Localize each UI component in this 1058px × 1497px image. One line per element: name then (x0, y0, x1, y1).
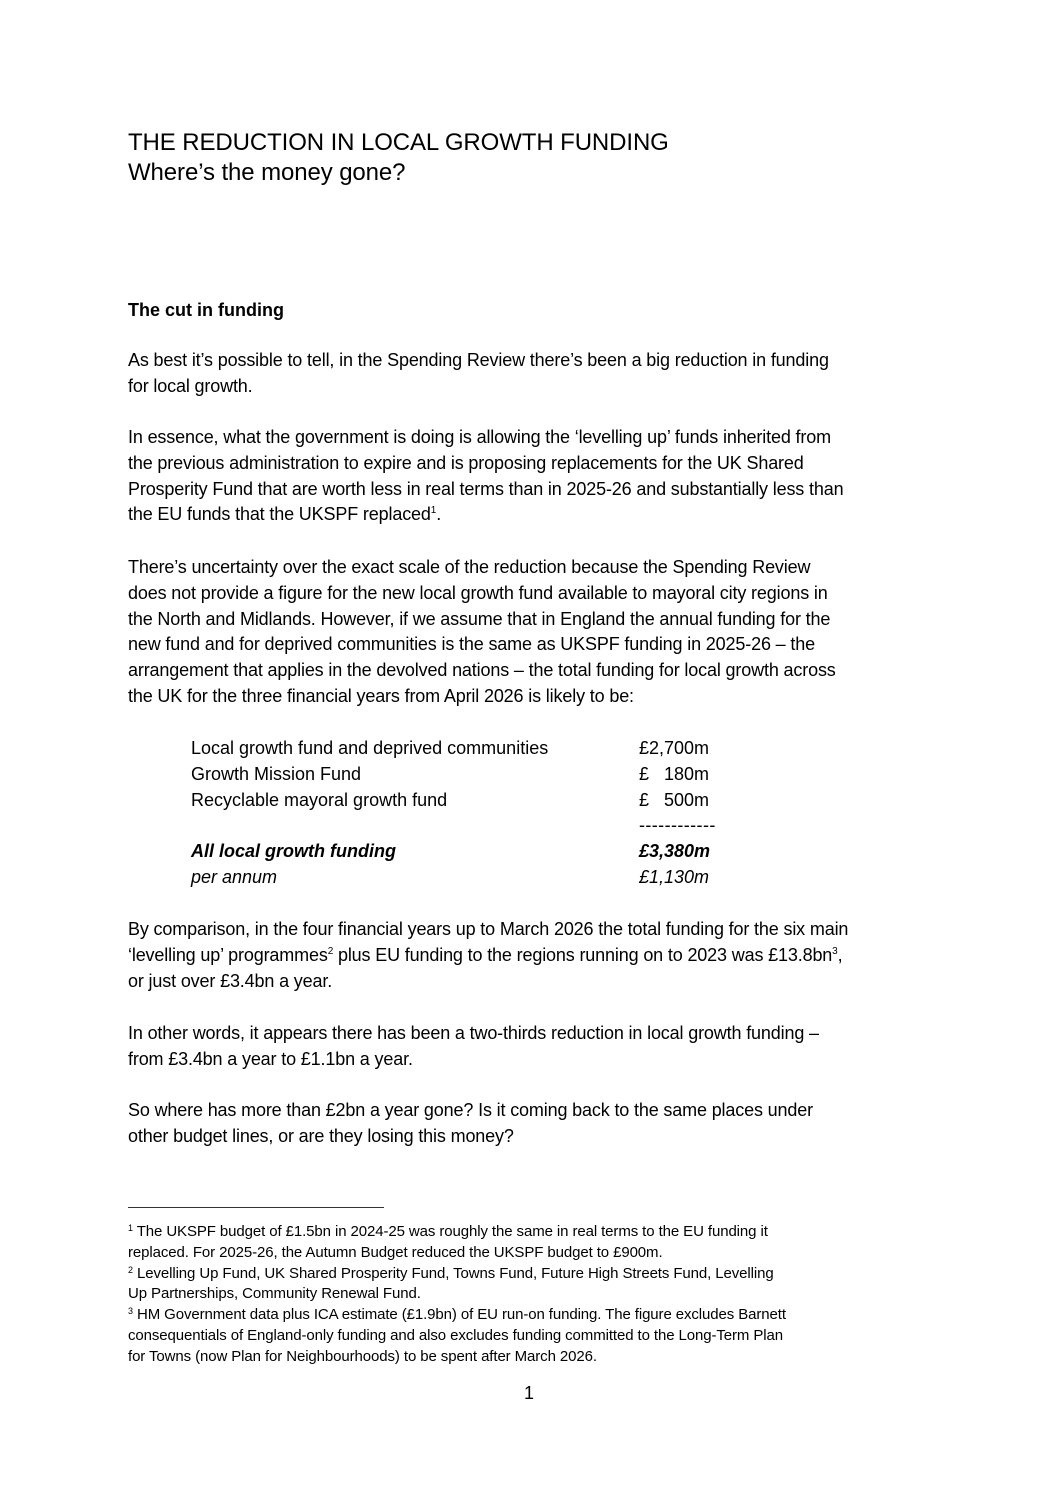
text-segment: HM Government data plus ICA estimate (£1.9bn) of EU run-on funding. The figure excludes Barnett (136, 1306, 786, 1324)
paragraph-question (128, 1098, 948, 1150)
footnote-divider (128, 1207, 384, 1208)
text-line: for local growth. (128, 375, 253, 396)
text-line: By comparison, in the four financial years up to March 2026 the total funding for the six main (128, 919, 849, 939)
text-line: or just over £3.4bn a year. (128, 970, 333, 991)
footnote-number: 1 (128, 1223, 133, 1233)
text-line (128, 943, 948, 969)
text-line: the North and Midlands. However, if we assume that in England the annual funding for the (128, 608, 831, 629)
text-line (128, 1222, 928, 1243)
text-line: arrangement that applies in the devolved nations – the total funding for local growth across (128, 660, 836, 681)
text-line (128, 1305, 928, 1326)
footnote-number: 2 (128, 1264, 133, 1275)
text-segment: Levelling Up Fund, UK Shared Prosperity Fund, Towns Fund, Future High Streets Fund, Levelling (136, 1264, 774, 1282)
text-line: Up Partnerships, Community Renewal Fund. (128, 1285, 421, 1303)
text-line: the previous administration to expire and is proposing replacements for the UK Shared (128, 452, 804, 473)
text-line (128, 502, 948, 528)
paragraph-uncertainty (128, 555, 948, 710)
row-label: Recyclable mayoral growth fund (191, 789, 448, 810)
text-line: for Towns (now Plan for Neighbourhoods) to be spent after March 2026. (128, 1347, 597, 1365)
row-label (191, 813, 639, 839)
text-line: In essence, what the government is doing is allowing the ‘levelling up’ funds inherited from (128, 427, 831, 447)
page-number: 1 (523, 1383, 534, 1403)
total-value: £3,380m (639, 841, 711, 862)
footnote-number: 3 (128, 1306, 133, 1317)
table-total-row (191, 839, 719, 865)
paragraph-other-words (128, 1021, 948, 1073)
table-row (191, 736, 719, 762)
text-line: from £3.4bn a year to £1.1bn a year. (128, 1048, 413, 1069)
section-heading: The cut in funding (128, 300, 284, 320)
sum-rule: ------------ (639, 815, 716, 836)
row-value: £ 180m (639, 763, 710, 784)
text-line: There’s uncertainty over the exact scale of the reduction because the Spending Review (128, 557, 811, 577)
footnote-ref-3[interactable]: 3 (832, 945, 838, 957)
text-segment: plus EU funding to the regions running on to 2023 was £13.8bn (333, 944, 833, 965)
text-line: consequentials of England-only funding and also excludes funding committed to the Long-Term Plan (128, 1326, 783, 1344)
text-line: other budget lines, or are they losing this money? (128, 1125, 514, 1146)
text-line: the UK for the three financial years from April 2026 is likely to be: (128, 685, 634, 706)
row-label: Local growth fund and deprived communities (191, 738, 549, 758)
footnote-ref-2[interactable]: 2 (327, 945, 334, 957)
text-segment: The UKSPF budget of £1.5bn in 2024-25 was roughly the same in real terms to the EU funding it (136, 1223, 768, 1240)
row-label: Growth Mission Fund (191, 763, 362, 784)
paragraph-intro (128, 348, 948, 400)
footnote-3 (128, 1305, 928, 1367)
footnote-ref-1[interactable]: 1 (430, 505, 437, 517)
text-segment: the EU funds that the UKSPF replaced (128, 504, 431, 525)
footnote-1 (128, 1222, 928, 1264)
text-line: So where has more than £2bn a year gone? Is it coming back to the same places under (128, 1100, 813, 1120)
text-line: replaced. For 2025-26, the Autumn Budget reduced the UKSPF budget to £900m. (128, 1243, 663, 1261)
per-annum-label: per annum (191, 866, 278, 887)
document-title-block (128, 128, 669, 188)
text-line: As best it’s possible to tell, in the Spending Review there’s been a big reduction in funding (128, 350, 829, 370)
footnotes (128, 1222, 928, 1368)
table-per-annum-row (191, 865, 719, 891)
text-segment: . (436, 504, 442, 525)
text-segment: , (837, 944, 843, 965)
row-value: £2,700m (639, 738, 710, 758)
footnote-2 (128, 1264, 928, 1306)
document-title: THE REDUCTION IN LOCAL GROWTH FUNDING (128, 129, 669, 156)
row-value: £ 500m (639, 789, 710, 810)
text-line (128, 1264, 928, 1285)
per-annum-value: £1,130m (639, 866, 710, 887)
table-row (191, 788, 719, 814)
paragraph-essence (128, 425, 948, 528)
total-label: All local growth funding (191, 841, 396, 862)
text-line: In other words, it appears there has been a two-thirds reduction in local growth funding – (128, 1023, 819, 1043)
text-line: Prosperity Fund that are worth less in real terms than in 2025-26 and substantially less than (128, 478, 844, 499)
table-row (191, 762, 719, 788)
paragraph-comparison (128, 917, 948, 994)
funding-table (191, 736, 719, 891)
text-line: does not provide a figure for the new local growth fund available to mayoral city regions in (128, 582, 828, 603)
text-segment: ‘levelling up’ programmes (128, 944, 328, 965)
table-rule-row (191, 813, 719, 839)
text-line: new fund and for deprived communities is the same as UKSPF funding in 2025-26 – the (128, 634, 815, 655)
document-subtitle: Where’s the money gone? (128, 159, 406, 186)
